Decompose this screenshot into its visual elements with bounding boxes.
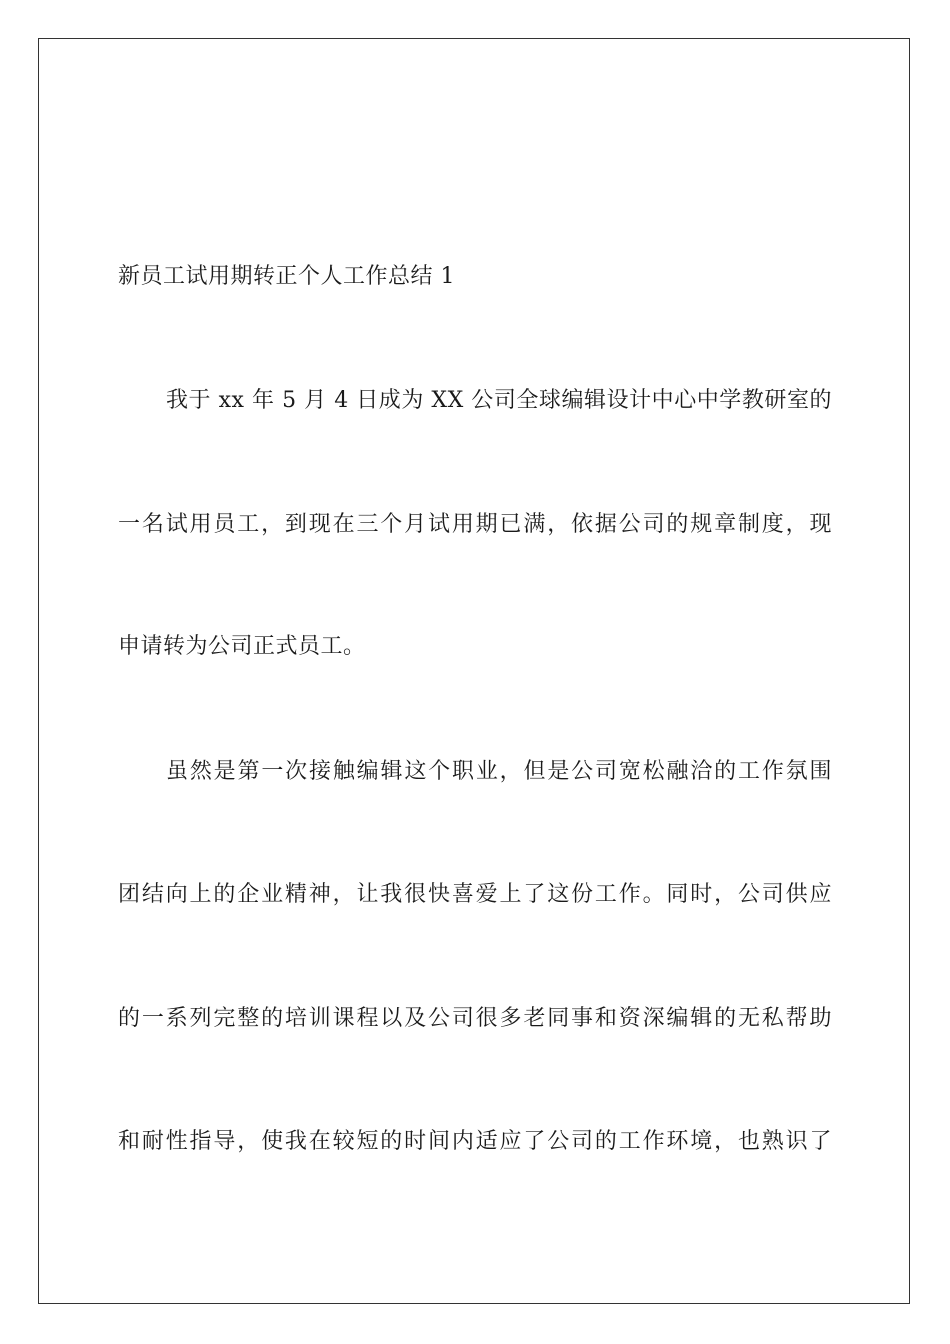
paragraph-line: 和耐性指导，使我在较短的时间内适应了公司的工作环境，也熟识了 [118, 1129, 832, 1154]
paragraph-line: 团结向上的企业精神，让我很快喜爱上了这份工作。同时，公司供应 [118, 882, 832, 907]
document-title: 新员工试用期转正个人工作总结 1 [118, 264, 455, 289]
paragraph-line: 我于 xx 年 5 月 4 日成为 XX 公司全球编辑设计中心中学教研室的 [166, 388, 832, 413]
paragraph-line: 申请转为公司正式员工。 [118, 634, 366, 659]
page-border [38, 38, 910, 1304]
paragraph-line: 虽然是第一次接触编辑这个职业，但是公司宽松融洽的工作氛围 [166, 759, 832, 784]
paragraph-line: 一名试用员工，到现在三个月试用期已满，依据公司的规章制度，现 [118, 512, 832, 537]
paragraph-line: 的一系列完整的培训课程以及公司很多老同事和资深编辑的无私帮助 [118, 1006, 832, 1031]
